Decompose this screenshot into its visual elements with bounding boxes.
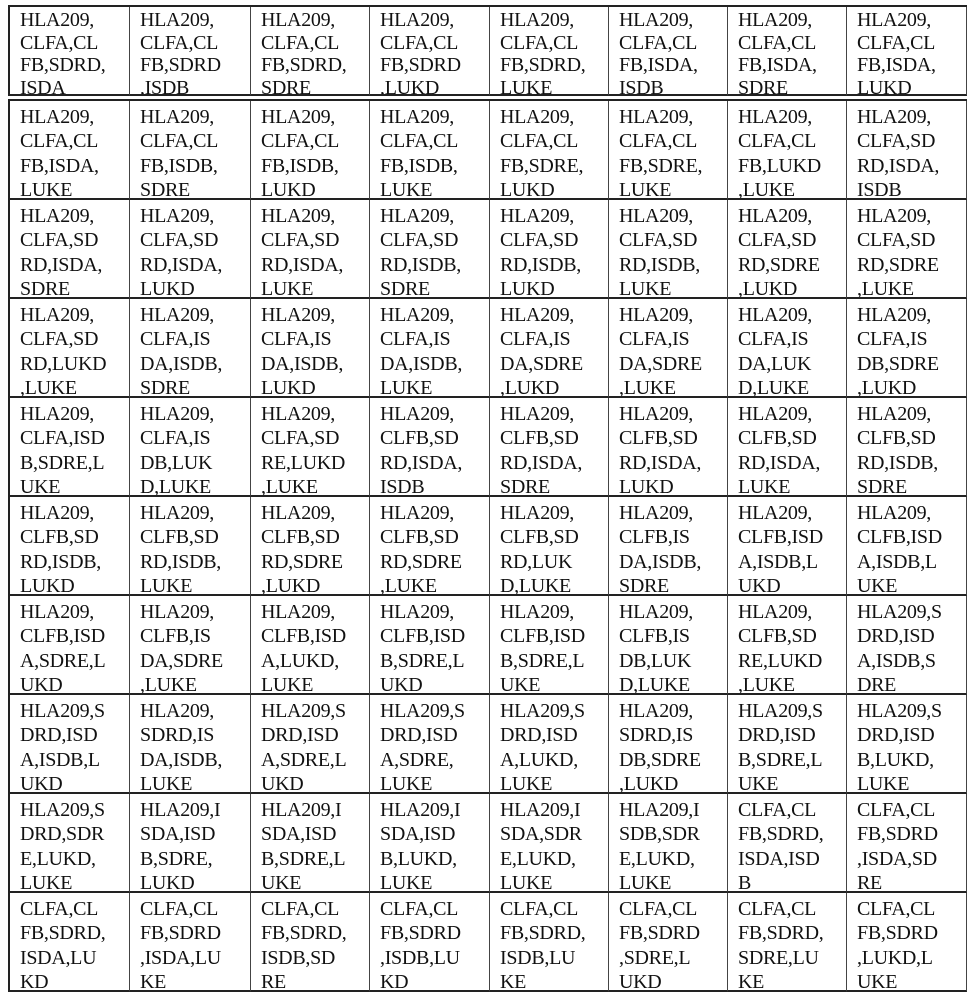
table-cell: HLA209, CLFB,IS DA,SDRE ,LUKE: [130, 596, 251, 695]
table-cell: HLA209, CLFA,SD RD,ISDB, LUKE: [609, 200, 728, 299]
table-cell: HLA209, CLFB,ISD A,SDRE,L UKD: [10, 596, 130, 695]
table-cell: HLA209, CLFB,SD RD,LUK D,LUKE: [490, 497, 609, 596]
combination-table: [8, 99, 967, 992]
table-cell: HLA209, CLFA,CL FB,SDRE, LUKE: [609, 101, 728, 200]
table-cell: HLA209,S DRD,ISD A,LUKD, LUKE: [490, 695, 609, 794]
table-cell: HLA209, CLFA,SD RD,ISDB, LUKD: [490, 200, 609, 299]
table-cell: CLFA,CL FB,SDRD ,SDRE,L UKD: [609, 893, 728, 992]
table-cell: HLA209, CLFA,CL FB,ISDB, SDRE: [130, 101, 251, 200]
table-cell: HLA209, CLFA,SD RD,ISDB, SDRE: [370, 200, 490, 299]
table-cell: HLA209,I SDA,ISD B,LUKD, LUKE: [370, 794, 490, 893]
table-cell: HLA209, CLFA,SD RD,ISDA, LUKD: [130, 200, 251, 299]
table-cell: HLA209, CLFA,CL FB,ISDA, LUKE: [10, 101, 130, 200]
table-cell: HLA209, CLFB,IS DA,ISDB, SDRE: [609, 497, 728, 596]
table-cell: CLFA,CL FB,SDRD ,LUKD,L UKE: [847, 893, 967, 992]
table-cell: CLFA,CL FB,SDRD, SDRE,LU KE: [728, 893, 847, 992]
table-cell: HLA209, CLFA,IS DB,LUK D,LUKE: [130, 398, 251, 497]
table-cell: HLA209,S DRD,ISD A,SDRE,L UKD: [251, 695, 370, 794]
table-cell: HLA209, CLFA,CL FB,ISDB, LUKD: [251, 101, 370, 200]
table-cell: HLA209,S DRD,ISD A,ISDB,L UKD: [10, 695, 130, 794]
table-cell: HLA209, CLFA,IS DA,ISDB, SDRE: [130, 299, 251, 398]
table-cell: HLA209, CLFA,IS DA,SDRE ,LUKE: [609, 299, 728, 398]
table-cell: HLA209, CLFB,SD RD,ISDB, SDRE: [847, 398, 967, 497]
table-cell: HLA209, CLFA,CL FB,SDRD ,LUKD: [370, 7, 490, 96]
combination-table-top-row: [8, 5, 967, 96]
table-cell: HLA209,S DRD,ISD B,SDRE,L UKE: [728, 695, 847, 794]
table-cell: CLFA,CL FB,SDRD, ISDA,ISD B: [728, 794, 847, 893]
table-cell: HLA209, CLFA,IS DA,SDRE ,LUKD: [490, 299, 609, 398]
table-cell: HLA209, CLFA,SD RD,ISDA, ISDB: [847, 101, 967, 200]
table-cell: HLA209,S DRD,SDR E,LUKD, LUKE: [10, 794, 130, 893]
table-cell: HLA209, CLFA,CL FB,SDRE, LUKD: [490, 101, 609, 200]
table-cell: HLA209, CLFA,CL FB,SDRD, SDRE: [251, 7, 370, 96]
table-cell: HLA209, CLFA,IS DB,SDRE ,LUKD: [847, 299, 967, 398]
table-cell: HLA209, CLFA,CL FB,SDRD, ISDA: [10, 7, 130, 96]
table-cell: HLA209,I SDA,ISD B,SDRE,L UKE: [251, 794, 370, 893]
table-cell: HLA209,S DRD,ISD A,ISDB,S DRE: [847, 596, 967, 695]
table-cell: HLA209, CLFB,SD RD,SDRE ,LUKE: [370, 497, 490, 596]
table-cell: HLA209, CLFB,SD RD,ISDA, ISDB: [370, 398, 490, 497]
table-cell: HLA209, CLFB,IS DB,LUK D,LUKE: [609, 596, 728, 695]
table-cell: HLA209, CLFB,ISD B,SDRE,L UKD: [370, 596, 490, 695]
table-cell: HLA209, CLFB,ISD B,SDRE,L UKE: [490, 596, 609, 695]
table-cell: HLA209, CLFB,SD RE,LUKD ,LUKE: [728, 596, 847, 695]
table-cell: HLA209,I SDA,SDR E,LUKD, LUKE: [490, 794, 609, 893]
table-cell: HLA209,S DRD,ISD B,LUKD, LUKE: [847, 695, 967, 794]
table-cell: HLA209, CLFA,SD RD,SDRE ,LUKE: [847, 200, 967, 299]
table-cell: HLA209, CLFB,ISD A,ISDB,L UKD: [728, 497, 847, 596]
table-cell: CLFA,CL FB,SDRD, ISDB,SD RE: [251, 893, 370, 992]
table-cell: HLA209, CLFA,IS DA,LUK D,LUKE: [728, 299, 847, 398]
table-cell: CLFA,CL FB,SDRD, ISDB,LU KE: [490, 893, 609, 992]
table-cell: HLA209, SDRD,IS DB,SDRE ,LUKD: [609, 695, 728, 794]
table-cell: HLA209, CLFB,SD RD,ISDA, SDRE: [490, 398, 609, 497]
table-cell: HLA209, CLFA,SD RD,ISDA, SDRE: [10, 200, 130, 299]
table-cell: HLA209, CLFA,SD RE,LUKD ,LUKE: [251, 398, 370, 497]
table-cell: HLA209,I SDB,SDR E,LUKD, LUKE: [609, 794, 728, 893]
table-cell: HLA209, CLFA,ISD B,SDRE,L UKE: [10, 398, 130, 497]
table-cell: HLA209, CLFA,SD RD,ISDA, LUKE: [251, 200, 370, 299]
table-cell: HLA209, CLFA,CL FB,LUKD ,LUKE: [728, 101, 847, 200]
table-cell: HLA209, CLFA,CL FB,ISDB, LUKE: [370, 101, 490, 200]
table-cell: HLA209, CLFA,CL FB,ISDA, ISDB: [609, 7, 728, 96]
table-cell: HLA209,S DRD,ISD A,SDRE, LUKE: [370, 695, 490, 794]
table-cell: HLA209, CLFB,ISD A,ISDB,L UKE: [847, 497, 967, 596]
table-cell: HLA209, CLFA,CL FB,SDRD, LUKE: [490, 7, 609, 96]
table-cell: HLA209, CLFA,SD RD,LUKD ,LUKE: [10, 299, 130, 398]
table-cell: HLA209, CLFB,SD RD,ISDA, LUKD: [609, 398, 728, 497]
table-cell: HLA209, SDRD,IS DA,ISDB, LUKE: [130, 695, 251, 794]
table-cell: HLA209, CLFA,IS DA,ISDB, LUKD: [251, 299, 370, 398]
table-cell: CLFA,CL FB,SDRD, ISDA,LU KD: [10, 893, 130, 992]
table-cell: HLA209, CLFA,CL FB,ISDA, SDRE: [728, 7, 847, 96]
table-cell: HLA209, CLFB,SD RD,SDRE ,LUKD: [251, 497, 370, 596]
table-cell: HLA209, CLFB,ISD A,LUKD, LUKE: [251, 596, 370, 695]
table-cell: HLA209, CLFB,SD RD,ISDB, LUKD: [10, 497, 130, 596]
table-cell: CLFA,CL FB,SDRD ,ISDB,LU KD: [370, 893, 490, 992]
table-cell: HLA209, CLFA,IS DA,ISDB, LUKE: [370, 299, 490, 398]
table-cell: HLA209, CLFB,SD RD,ISDA, LUKE: [728, 398, 847, 497]
table-cell: CLFA,CL FB,SDRD ,ISDA,LU KE: [130, 893, 251, 992]
table-cell: CLFA,CL FB,SDRD ,ISDA,SD RE: [847, 794, 967, 893]
table-cell: HLA209, CLFA,CL FB,SDRD ,ISDB: [130, 7, 251, 96]
table-cell: HLA209, CLFA,CL FB,ISDA, LUKD: [847, 7, 967, 96]
table-cell: HLA209, CLFA,SD RD,SDRE ,LUKD: [728, 200, 847, 299]
table-cell: HLA209, CLFB,SD RD,ISDB, LUKE: [130, 497, 251, 596]
table-cell: HLA209,I SDA,ISD B,SDRE, LUKD: [130, 794, 251, 893]
